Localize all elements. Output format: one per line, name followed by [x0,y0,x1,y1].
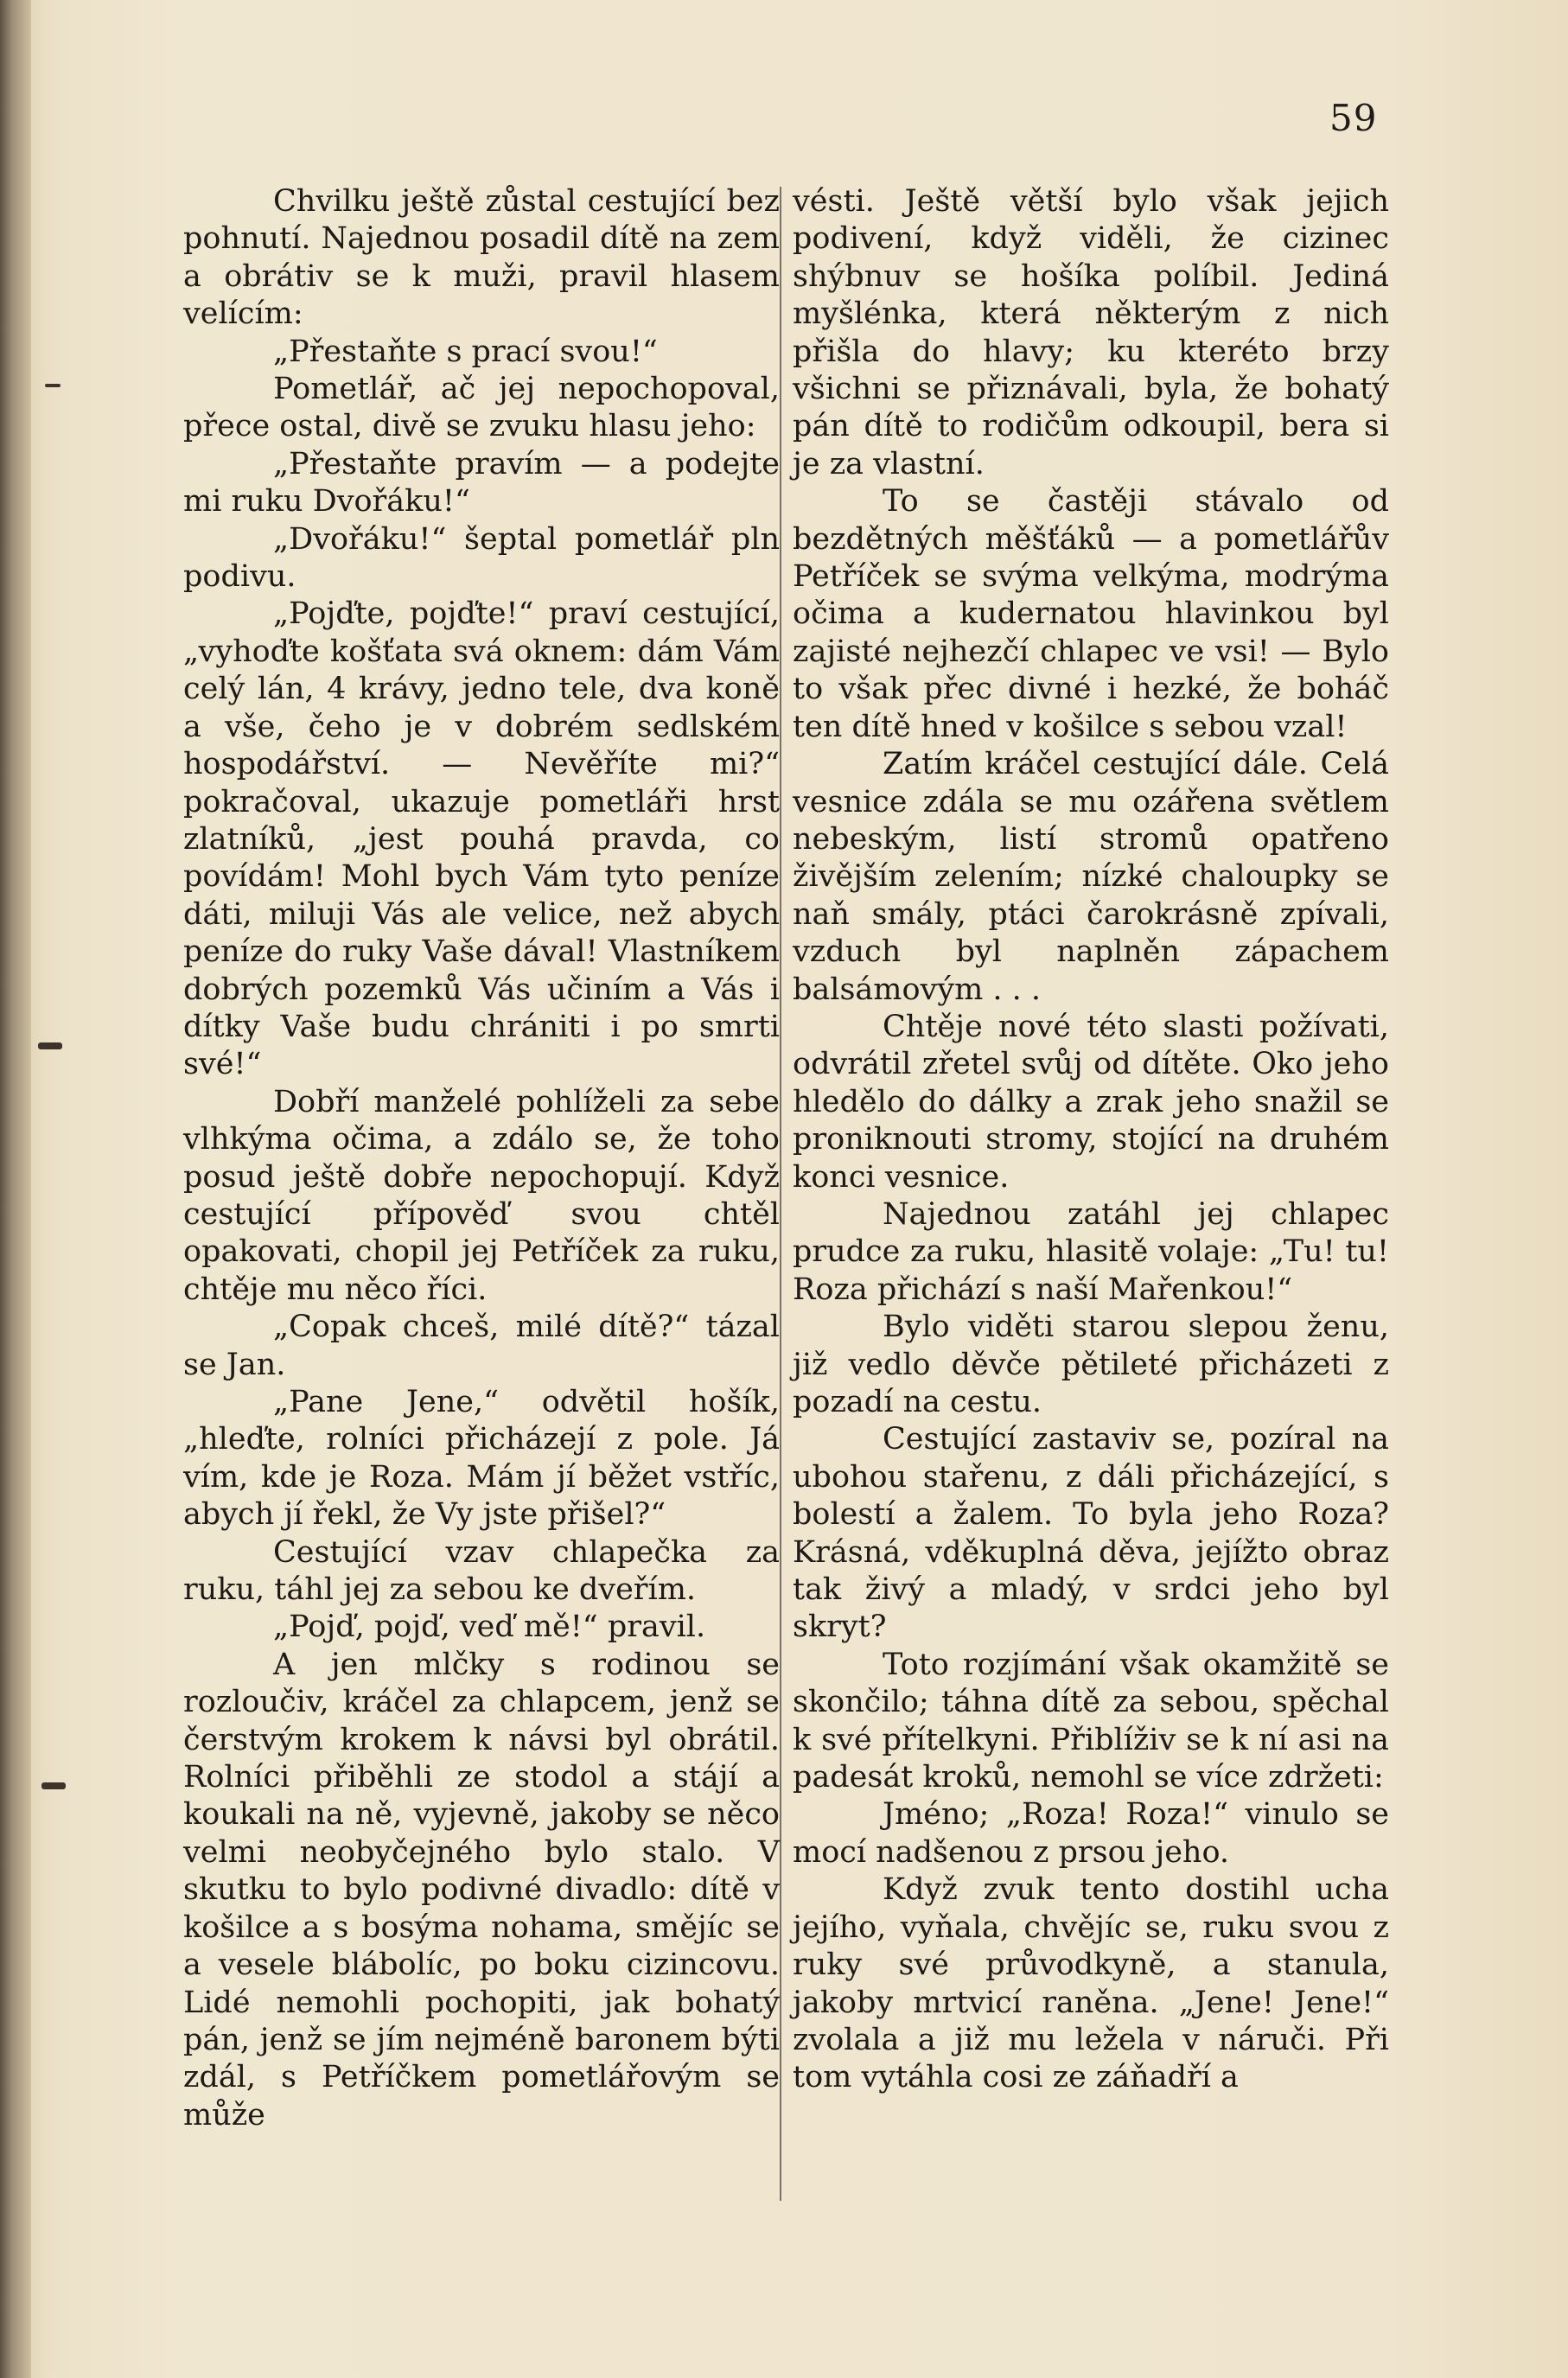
paragraph: Když zvuk tento dostihl ucha jejího, vyňala, chvějíc se, ruku svou z ruky své průvodkyně, a stanula, jakoby mrtvicí raněna. „Jene! Jene!“ zvolala a již mu ležela v náruči. Při tom vytáhla cosi ze záňadří a [793,1872,1389,2095]
paragraph: A jen mlčky s rodinou se rozloučiv, kráčel za chlapcem, jenž se čerstvým krokem k návsi byl obrátil. Rolníci přiběhli ze stodol a stájí a koukali na ně, vyjevně, jakoby se něco velmi neobyčejného bylo stalo. V skutku to bylo podivné divadlo: dítě v košilce a s bosýma nohama, smějíc se a vesele blábolíc, po boku cizincovu. Lidé nemohli pochopiti, jak bohatý pán, jenž se jím nejméně baronem býti zdál, s Petříčkem pometlářovým se může [183,1647,780,2133]
paragraph: Zatím kráčel cestující dále. Celá vesnice zdála se mu ozářena světlem nebeským, listí stromů opatřeno živějším zelením; nízké chaloupky se naň smály, ptáci čarokrásně zpívali, vzduch byl naplněn zápachem balsámovým . . . [793,747,1389,1007]
paragraph: „Pojď, pojď, veď mě!“ pravil. [273,1610,706,1645]
margin-mark [45,384,61,387]
paragraph: „Pane Jene,“ odvětil hošík, „hleďte, rolníci přicházejí z pole. Já vím, kde je Roza. Mám jí běžet vstříc, abych jí řekl, že Vy jste přišel?“ [183,1385,780,1533]
column-divider [780,187,781,2201]
paragraph: Pometlář, ač jej nepochopoval, přece ostal, divě se zvuku hlasu jeho: [183,372,780,444]
paragraph: „Přestaňte s prací svou!“ [273,334,658,369]
paragraph: Bylo viděti starou slepou ženu, již vedlo děvče pětileté přicházeti z pozadí na cestu. [793,1310,1389,1419]
paragraph: „Přestaňte pravím — a podejte mi ruku Dvořáku!“ [183,446,780,520]
left-column [183,183,780,2134]
paragraph: Jméno; „Roza! Roza!“ vinulo se mocí nadšenou z prsou jeho. [793,1797,1389,1870]
paragraph: „Pojďte, pojďte!“ praví cestující, „vyhoďte košťata svá oknem: dám Vám celý lán, 4 krávy, jedno tele, dva koně a vše, čeho je v dobrém sedlském hospodářství. — Nevěříte mi?“ pokračoval, ukazuje pometláři hrst zlatníků, „jest pouhá pravda, co povídám! Mohl bych Vám tyto peníze dáti, miluji Vás ale velice, než abych peníze do ruky Vaše dával! Vlastníkem dobrých pozemků Vás učiním a Vás i dítky Vaše budu chrániti i po smrti své!“ [183,596,780,1082]
paragraph: „Dvořáku!“ šeptal pometlář pln podivu. [183,521,780,595]
paragraph: Toto rozjímání však okamžitě se skončilo; táhna dítě za sebou, spěchal k své přítelkyni. Přiblíživ se k ní asi na padesát kroků, nemohl se více zdržeti: [793,1647,1389,1795]
paragraph: Cestující zastaviv se, pozíral na ubohou stařenu, z dáli přicházející, s bolestí a žalem. To byla jeho Roza? Krásná, vděkuplná děva, jejížto obraz tak živý a mladý, v srdci jeho byl skryt? [793,1422,1389,1645]
page-number: 59 [1329,97,1378,139]
margin-mark [41,1782,66,1789]
paragraph: Cestující vzav chlapečka za ruku, táhl jej za sebou ke dveřím. [183,1534,780,1608]
paragraph: Chtěje nové této slasti požívati, odvrátil zřetel svůj od dítěte. Oko jeho hledělo do dálky a zrak jeho snažil se proniknouti stromy, stojící na druhém konci vesnice. [793,1009,1389,1195]
book-spine [0,0,31,2378]
paragraph: Dobří manželé pohlíželi za sebe vlhkýma očima, a zdálo se, že toho posud ještě dobře nepochopují. Když cestující přípověď svou chtěl opakovati, chopil jej Petříček za ruku, chtěje mu něco říci. [183,1084,780,1307]
paragraph: Najednou zatáhl jej chlapec prudce za ruku, hlasitě volaje: „Tu! tu! Roza přichází s naší Mařenkou!“ [793,1196,1389,1307]
paragraph: „Copak chceš, milé dítě?“ tázal se Jan. [183,1310,780,1382]
right-column [793,183,1389,2097]
margin-mark [38,1042,62,1049]
paragraph: vésti. Ještě větší bylo však jejich podivení, když viděli, že cizinec shýbnuv se hošíka políbil. Jediná myšlénka, která některým z nich přišla do hlavy; ku kteréto brzy všichni se přiznávali, byla, že bohatý pán dítě to rodičům odkoupil, bera si je za vlastní. [793,184,1389,481]
paragraph: To se častěji stávalo od bezdětných měšťáků — a pometlářův Petříček se svýma velkýma, modrýma očima a kudernatou hlavinkou byl zajisté nejhezčí chlapec ve vsi! — Bylo to však přec divné i hezké, že boháč ten dítě hned v košilce s sebou vzal! [793,484,1389,744]
paragraph: Chvilku ještě zůstal cestující bez pohnutí. Najednou posadil dítě na zem a obrátiv se k muži, pravil hlasem velícím: [183,184,780,332]
